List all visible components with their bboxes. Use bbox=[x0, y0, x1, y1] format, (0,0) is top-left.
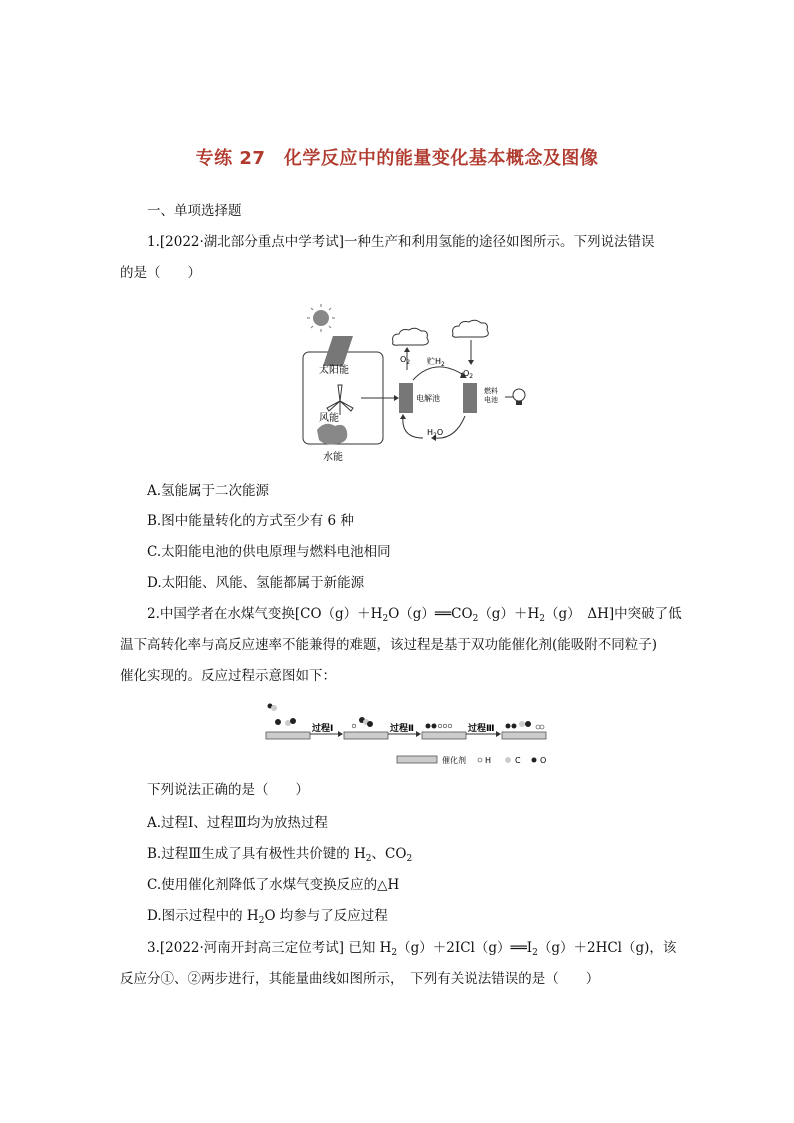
light-bulb-icon bbox=[505, 389, 525, 405]
water-label: 水能 bbox=[323, 452, 343, 463]
legend-o-label: O bbox=[540, 756, 547, 765]
q3-stem-line2: 反应分①、②两步进行，其能量曲线如图所示， 下列有关说法错误的是（ ） bbox=[120, 971, 600, 987]
q2-stem-line2: 温下高转化率与高反应速率不能兼得的难题，该过程是基于双功能催化剂(能吸附不同粒子) bbox=[120, 637, 658, 653]
q1-option-a: A.氢能属于二次能源 bbox=[147, 483, 270, 499]
page-title: 专练 27 化学反应中的能量变化基本概念及图像 bbox=[195, 148, 599, 169]
q2-stem-line1: 2.中国学者在水煤气变换[$CO(g)+H_2O(g)══CO_2(g)+H_2(g)$ ΔH]中突破了低 bbox=[147, 606, 682, 624]
water-icon bbox=[317, 424, 347, 445]
cloud-left-icon bbox=[393, 328, 429, 345]
fuel-cell-label-2: 电池 bbox=[484, 396, 498, 404]
reaction-process-diagram bbox=[262, 700, 562, 770]
catalyst-bar-2 bbox=[344, 732, 388, 739]
legend-h-label: H bbox=[485, 756, 492, 765]
q1-option-b: B.图中能量转化的方式至少有 6 种 bbox=[147, 513, 354, 529]
solar-panel-icon bbox=[323, 336, 353, 366]
catalyst-bar-4 bbox=[502, 732, 546, 739]
water-cycle-label: $H_2O$ bbox=[427, 428, 444, 439]
legend-c-icon bbox=[505, 757, 511, 763]
step3-label: 过程Ⅲ bbox=[468, 724, 495, 734]
q2-question: 下列说法正确的是（ ） bbox=[147, 782, 309, 798]
legend-o-icon bbox=[532, 758, 537, 763]
q2-option-b: B.过程Ⅲ生成了具有极性共价键的 $H_2$、$CO_2$ bbox=[147, 846, 413, 864]
solar-label: 太阳能 bbox=[319, 365, 349, 376]
store-h2-label: 贮$H_2$ bbox=[427, 357, 445, 368]
fuel-cell-label-1: 燃料 bbox=[484, 387, 498, 395]
electrolyzer-label: 电解池 bbox=[416, 394, 440, 403]
fuel-cell-block bbox=[463, 383, 477, 413]
legend-h-icon bbox=[478, 758, 482, 762]
q1-option-c: C.太阳能电池的供电原理与燃料电池相同 bbox=[147, 544, 391, 560]
catalyst-bar-1 bbox=[266, 732, 310, 739]
q1-option-d: D.太阳能、风能、氢能都属于新能源 bbox=[147, 575, 365, 591]
legend-catalyst-swatch bbox=[397, 756, 437, 763]
hydrogen-energy-diagram bbox=[295, 300, 535, 465]
sun-icon bbox=[307, 304, 335, 332]
q1-stem-line2: 的是（ ） bbox=[120, 265, 201, 281]
catalyst-bar-3 bbox=[422, 732, 466, 739]
q2-option-c: C.使用催化剂降低了水煤气变换反应的△H bbox=[147, 877, 400, 893]
section-heading: 一、单项选择题 bbox=[147, 203, 242, 219]
q2-option-d: D.图示过程中的 $H_2O$ 均参与了反应过程 bbox=[147, 908, 388, 926]
o2-right-label: $O_2$ bbox=[463, 369, 474, 380]
q2-stem-line3: 催化实现的。反应过程示意图如下： bbox=[120, 668, 336, 684]
q1-stem-line1: 1.[2022·湖北部分重点中学考试]一种生产和利用氢能的途径如图所示。下列说法错误 bbox=[147, 234, 655, 250]
q2-option-a: A.过程Ⅰ、过程Ⅲ均为放热过程 bbox=[147, 815, 328, 831]
electrolyzer-block bbox=[399, 383, 413, 413]
legend-catalyst-label: 催化剂 bbox=[442, 756, 466, 765]
legend-c-label: C bbox=[515, 756, 521, 765]
wind-turbine-icon bbox=[327, 385, 353, 415]
q3-stem-line1: 3.[2022·河南开封高三定位考试] 已知 $H_2(g)+2ICl(g)══I_2(g)+2HCl(g)$，该 bbox=[147, 940, 677, 958]
step1-label: 过程Ⅰ bbox=[312, 724, 334, 734]
cloud-right-icon bbox=[453, 320, 489, 337]
step2-label: 过程Ⅱ bbox=[390, 724, 414, 734]
o2-left-label: $O_2$ bbox=[400, 355, 411, 366]
wind-label: 风能 bbox=[319, 413, 339, 424]
